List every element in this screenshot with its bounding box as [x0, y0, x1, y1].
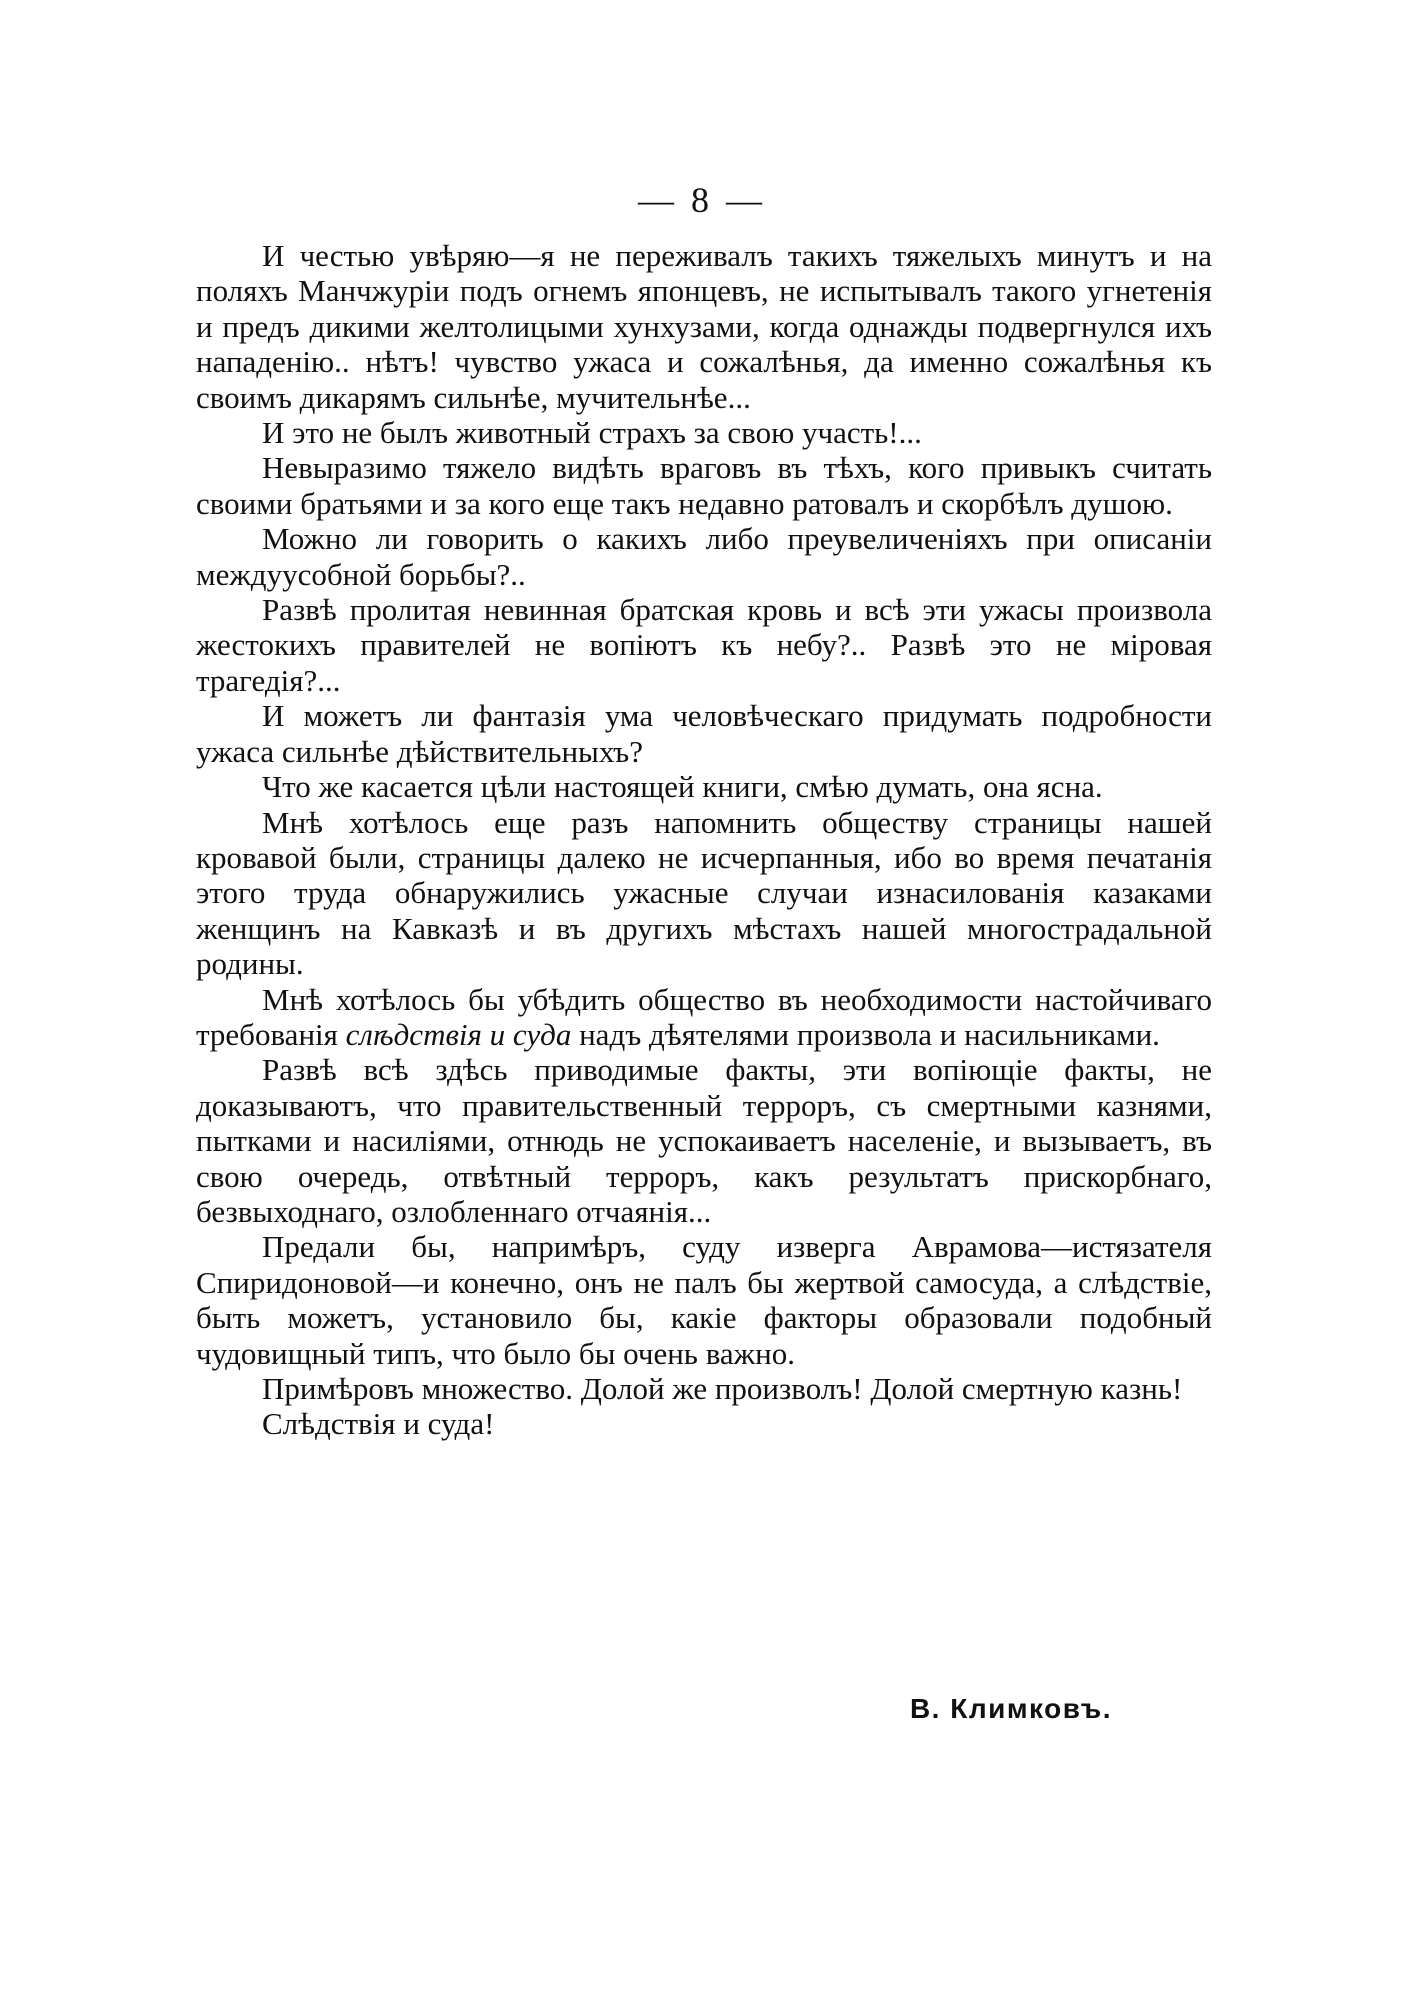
paragraph-3: Невыразимо тяжело видѣть враговъ въ тѣхъ, кого привыкъ считать своими братьями и за кого еще такъ недавно ратовалъ и скорбѣлъ душою. [196, 450, 1212, 521]
paragraph-4: Можно ли говорить о какихъ либо преувеличеніяхъ при описаніи междуусобной борьбы?.. [196, 521, 1212, 592]
paragraph-11: Предали бы, напримѣръ, суду изверга Аврамова—истязателя Спиридоновой—и конечно, онъ не палъ бы жертвой самосуда, а слѣдствіе, быть можетъ, установило бы, какіе факторы образовали подобный чудовищный типъ, что было бы очень важно. [196, 1229, 1212, 1371]
paragraph-9 [196, 982, 1212, 1053]
paragraph-1: И честью увѣряю—я не переживалъ такихъ тяжелыхъ минутъ и на поляхъ Манчжуріи подъ огнемъ японцевъ, не испытывалъ такого угнетенія и предъ дикими желтолицыми хунхузами, когда однажды подвергнулся ихъ нападенію.. нѣтъ! чувство ужаса и сожалѣнья, да именно сожалѣнья къ своимъ дикарямъ сильнѣе, мучительнѣе... [196, 238, 1212, 415]
page-number: — 8 — [638, 180, 766, 220]
paragraph-6: И можетъ ли фантазія ума человѣческаго придумать подробности ужаса сильнѣе дѣйствительныхъ? [196, 698, 1212, 769]
paragraph-9-emphasis: слѣдствія и суда [345, 1016, 572, 1052]
author-signature: В. Климковъ. [909, 1693, 1112, 1724]
paragraph-9-start: Мнѣ хотѣлось бы убѣдить общество въ необходимости настойчиваго требованія [196, 981, 1212, 1052]
paragraph-10: Развѣ всѣ здѣсь приводимые факты, эти вопіющіе факты, не доказываютъ, что правительственный терроръ, съ смертными казнями, пытками и насиліями, отнюдь не успокаиваетъ населеніе, и вызываетъ, въ свою очередь, отвѣтный терроръ, какъ результатъ прискорбнаго, безвыходнаго, озлобленнаго отчаянія... [196, 1052, 1212, 1229]
paragraph-9-end: надъ дѣятелями произвола и насильниками. [571, 1016, 1160, 1052]
paragraph-5: Развѣ пролитая невинная братская кровь и всѣ эти ужасы произвола жестокихъ правителей не вопіютъ къ небу?.. Развѣ это не міровая трагедія?... [196, 592, 1212, 698]
paragraph-8: Мнѣ хотѣлось еще разъ напомнить обществу страницы нашей кровавой были, страницы далеко не исчерпанныя, ибо во время печатанія этого труда обнаружились ужасные случаи изнасилованія казаками женщинъ на Кавказѣ и въ другихъ мѣстахъ нашей многострадальной родины. [196, 804, 1212, 982]
paragraph-2: И это не былъ животный страхъ за свою участь!... [262, 415, 922, 451]
paragraph-7: Что же касается цѣли настоящей книги, смѣю думать, она ясна. [262, 769, 1103, 805]
paragraph-12: Примѣровъ множество. Долой же произволъ! Долой смертную казнь! [262, 1371, 1183, 1406]
paragraph-13: Слѣдствія и суда! [262, 1406, 495, 1442]
body-text [196, 238, 1212, 1442]
